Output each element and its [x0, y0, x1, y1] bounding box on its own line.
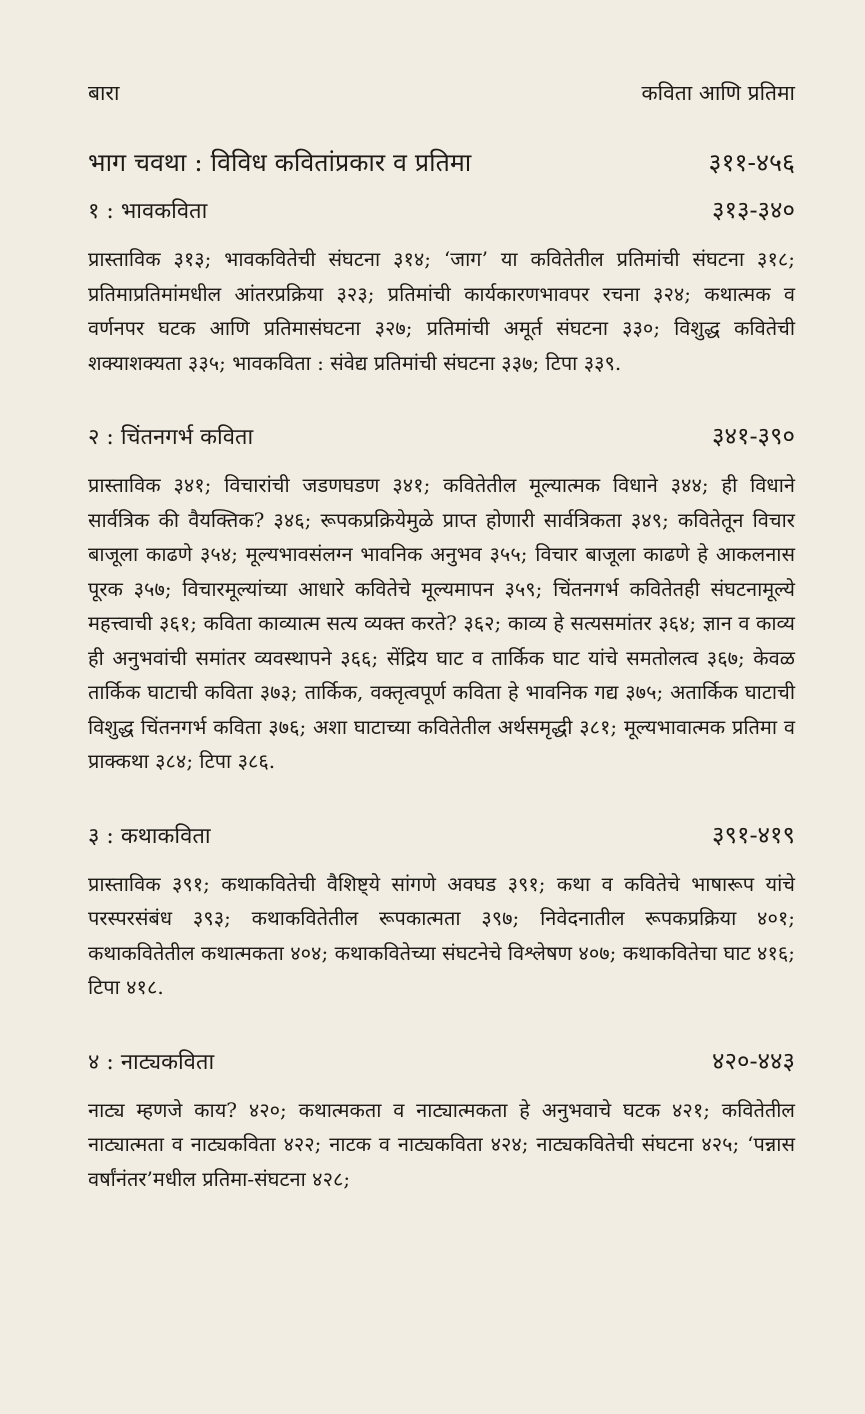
- chapter-heading: [88, 819, 795, 853]
- chapter-title: १ : भावकविता: [88, 199, 208, 224]
- chapter-heading: [88, 1045, 795, 1079]
- chapter-title: ४ : नाट्यकविता: [88, 1049, 215, 1075]
- chapter-entry: [88, 1045, 795, 1197]
- chapter-pages: ३९१-४१९: [712, 820, 795, 849]
- part-heading: [88, 146, 795, 180]
- chapter-contents: प्रास्ताविक ३९१; कथाकवितेची वैशिष्ट्ये सांगणे अवघड ३९१; कथा व कवितेचे भाषारूप यांचे परस्परसंबंध ३९३; कथाकवितेतील रूपकात्मता ३९७; निवेदनातील रूपकप्रक्रिया ४०१; कथाकवितेतील कथात्मकता ४०४; कथाकवितेच्या संघटनेचे विश्लेषण ४०७; कथाकवितेचा घाट ४१६; टिपा ४१८.: [88, 871, 795, 999]
- chapter-entry: [88, 819, 795, 1005]
- chapter-contents: प्रास्ताविक ३१३; भावकवितेची संघटना ३१४; ‘जाग’ या कवितेतील प्रतिमांची संघटना ३१८; प्रतिमाप्रतिमांमधील आंतरप्रक्रिया ३२३; प्रतिमांची कार्यकारणभावपर रचना ३२४; कथात्मक व वर्णनपर घटक आणि प्रतिमासंघटना ३२७; प्रतिमांची अमूर्त संघटना ३३०; विशुद्ध कवितेची शक्याशक्यता ३३५; भावकविता : संवेद्य प्रतिमांची संघटना ३३७; टिपा ३३९.: [88, 247, 795, 375]
- chapter-pages: ३४१-३९०: [712, 422, 795, 450]
- chapter-entry: [88, 194, 795, 380]
- chapter-title: ३ : कथाकविता: [88, 823, 211, 849]
- part-pages: ३११-४५६: [708, 148, 795, 177]
- chapter-entry: [88, 420, 795, 779]
- book-title: कविता आणि प्रतिमा: [641, 81, 795, 105]
- chapter-contents: नाट्य म्हणजे काय? ४२०; कथात्मकता व नाट्यात्मकता हे अनुभवाचे घटक ४२१; कवितेतील नाट्यात्मता व नाट्यकविता ४२२; नाटक व नाट्यकविता ४२४; नाट्यकवितेची संघटना ४२५; ‘पन्नास वर्षांनंतर’मधील प्रतिमा-संघटना ४२८;: [88, 1097, 795, 1191]
- page-number-label: बारा: [88, 81, 120, 105]
- chapter-contents: प्रास्ताविक ३४१; विचारांची जडणघडण ३४१; कवितेतील मूल्यात्मक विधाने ३४४; ही विधाने सार्वत्रिक की वैयक्तिक? ३४६; रूपकप्रक्रियेमुळे प्राप्त होणारी सार्वत्रिकता ३४९; कवितेतून विचार बाजूला काढणे ३५४; मूल्यभावसंलग्न भावनिक अनुभव ३५५; विचार बाजूला काढणे हे आकलनास पूरक ३५७; विचारमूल्यांच्या आधारे कवितेचे मूल्यमापन ३५९; चिंतनगर्भ कवितेतही संघटनामूल्ये महत्त्वाची ३६१; कविता काव्यात्म सत्य व्यक्त करते? ३६२; काव्य हे सत्यसमांतर ३६४; ज्ञान व काव्य ही अनुभवांची समांतर व्यवस्थापने ३६६; सेंद्रिय घाट व तार्किक घाट यांचे समतोलत्व ३६७; केवळ तार्किक घाटाची कविता ३७३; तार्किक, वक्तृत्वपूर्ण कविता हे भावनिक गद्य ३७५; अतार्किक घाटाची विशुद्ध चिंतनगर्भ कविता ३७६; अशा घाटाच्या कवितेतील अर्थसमृद्धी ३८१; मूल्यभावात्मक प्रतिमा व प्राक्कथा ३८४; टिपा ३८६.: [88, 473, 795, 773]
- chapter-heading: [88, 420, 795, 454]
- chapter-title: २ : चिंतनगर्भ कविता: [88, 425, 254, 450]
- chapter-heading: [88, 194, 795, 228]
- part-title: भाग चवथा : विविध कवितांप्रकार व प्रतिमा: [88, 148, 472, 177]
- chapter-pages: ३१३-३४०: [712, 196, 795, 224]
- chapter-pages: ४२०-४४३: [712, 1046, 795, 1075]
- running-head: [88, 78, 795, 108]
